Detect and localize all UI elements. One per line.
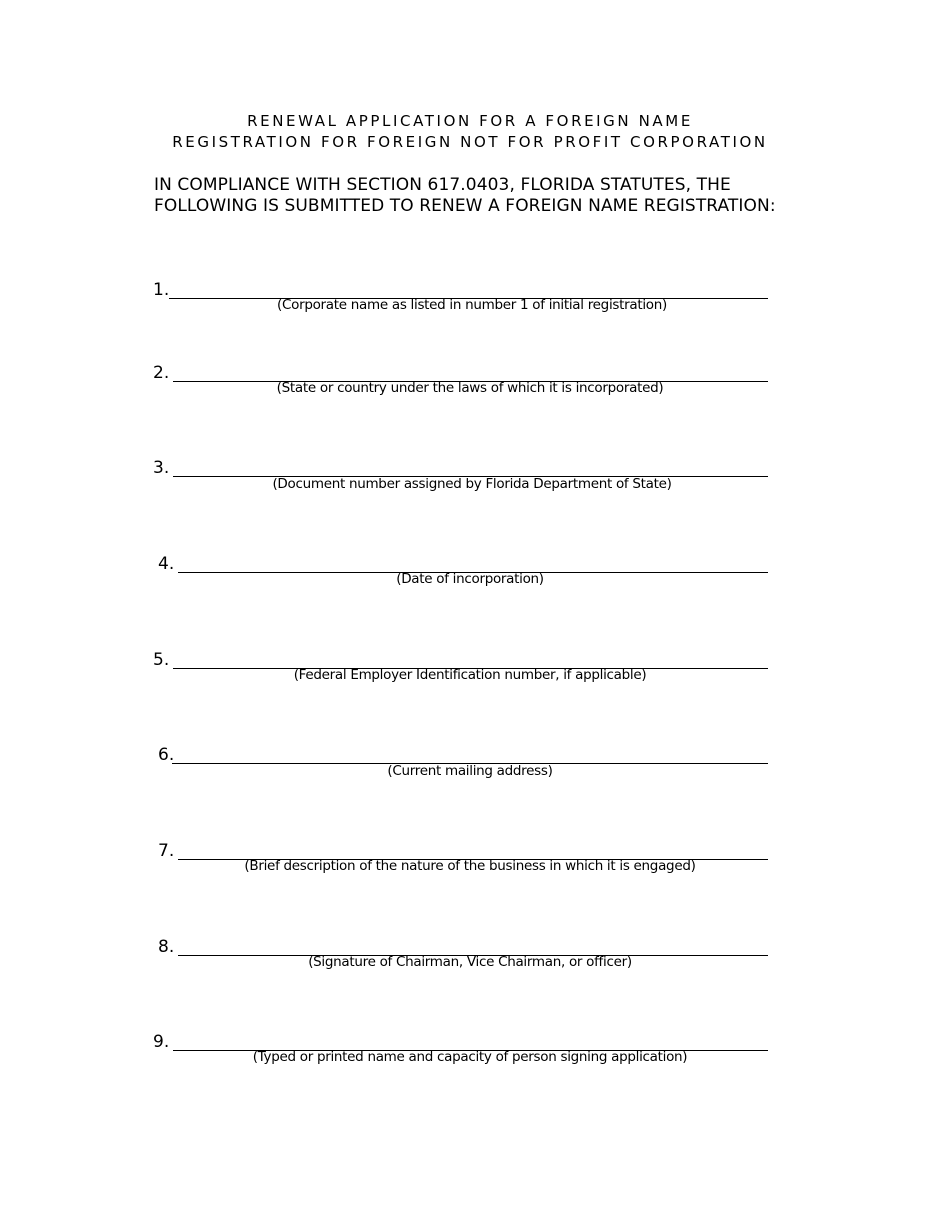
field-caption: (Brief description of the nature of the business in which it is engaged) bbox=[244, 858, 696, 874]
field-number: 9. bbox=[153, 1032, 170, 1052]
field-caption: (Signature of Chairman, Vice Chairman, or officer) bbox=[308, 954, 632, 970]
form-field-7 bbox=[0, 841, 950, 881]
field-caption: (Federal Employer Identification number, if applicable) bbox=[293, 667, 647, 683]
field-caption: (State or country under the laws of which it is incorporated) bbox=[276, 380, 664, 396]
field-number: 5. bbox=[153, 650, 170, 670]
form-field-3 bbox=[0, 458, 950, 498]
form-title-line-2: REGISTRATION FOR FOREIGN NOT FOR PROFIT CORPORATION bbox=[172, 133, 768, 151]
form-field-9 bbox=[0, 1032, 950, 1072]
field-number: 8. bbox=[158, 937, 175, 957]
form-field-2 bbox=[0, 363, 950, 403]
form-field-4 bbox=[0, 554, 950, 594]
field-caption: (Corporate name as listed in number 1 of initial registration) bbox=[277, 297, 667, 313]
intro-line-1: IN COMPLIANCE WITH SECTION 617.0403, FLORIDA STATUTES, THE bbox=[154, 175, 731, 195]
form-field-8 bbox=[0, 937, 950, 977]
field-number: 2. bbox=[153, 363, 170, 383]
form-field-5 bbox=[0, 650, 950, 690]
form-title-line-1: RENEWAL APPLICATION FOR A FOREIGN NAME bbox=[247, 112, 693, 130]
field-caption: (Document number assigned by Florida Department of State) bbox=[272, 476, 672, 492]
field-caption: (Date of incorporation) bbox=[396, 571, 544, 587]
field-caption: (Typed or printed name and capacity of person signing application) bbox=[252, 1049, 688, 1065]
field-number: 3. bbox=[153, 458, 170, 478]
form-field-1 bbox=[0, 280, 950, 320]
field-number: 1. bbox=[153, 280, 170, 300]
intro-line-2: FOLLOWING IS SUBMITTED TO RENEW A FOREIGN NAME REGISTRATION: bbox=[154, 196, 776, 216]
field-number: 6. bbox=[158, 745, 175, 765]
field-number: 4. bbox=[158, 554, 175, 574]
field-caption: (Current mailing address) bbox=[387, 763, 553, 779]
field-number: 7. bbox=[158, 841, 175, 861]
form-field-6 bbox=[0, 745, 950, 785]
